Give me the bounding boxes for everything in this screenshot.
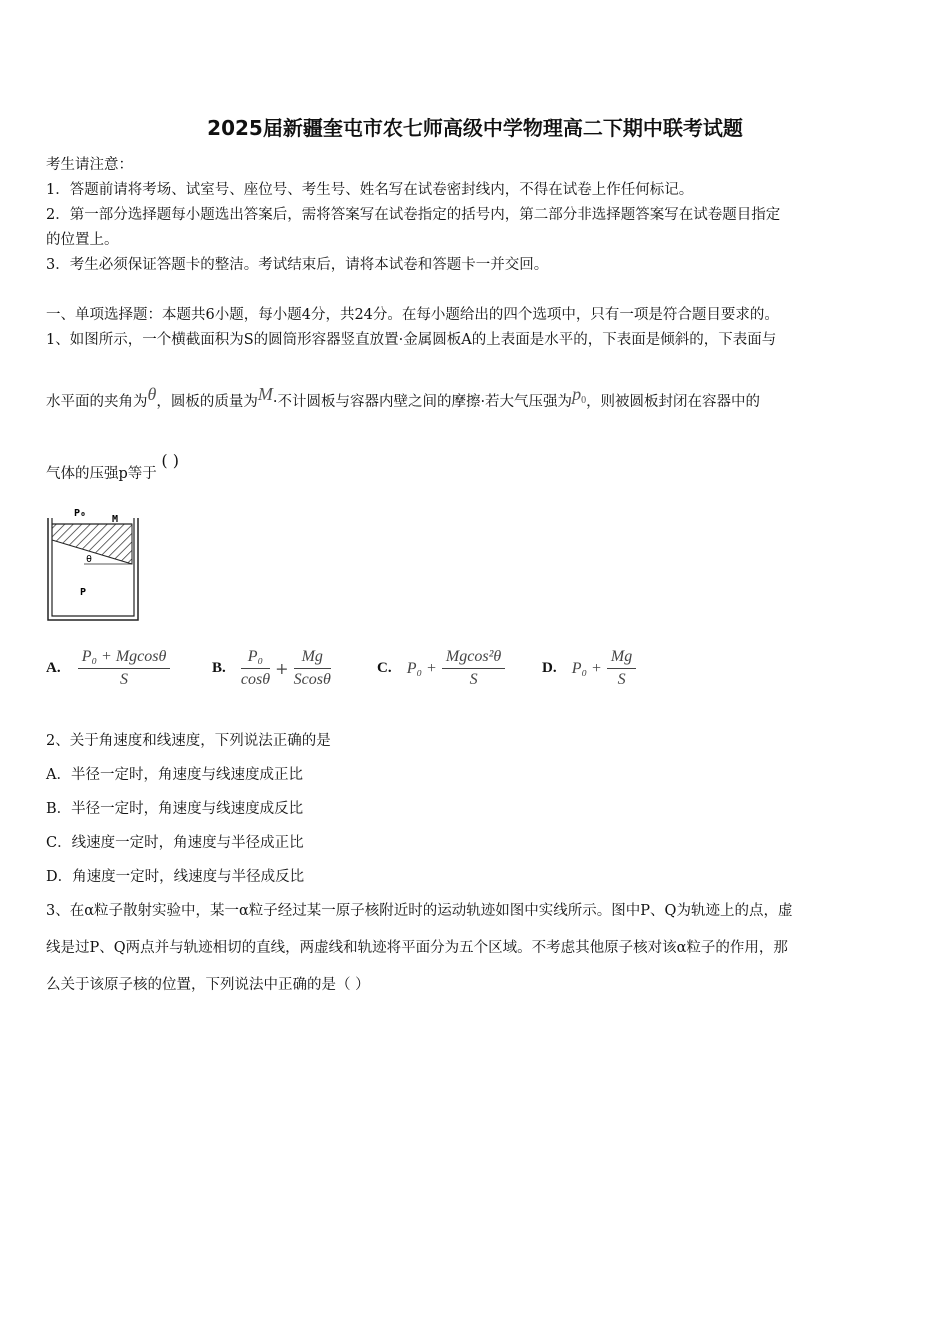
p0-subscript: 0 <box>581 395 587 406</box>
q3-line2: 线是过P、Q两点并与轨迹相切的直线，两虚线和轨迹将平面分为五个区域。不考虑其他原子核对该α粒子的作用，那 <box>46 940 788 956</box>
option-b-plus: + <box>275 659 289 678</box>
label-p0: P₀ <box>74 508 87 519</box>
q3-line3: 么关于该原子核的位置，下列说法中正确的是（ ） <box>46 977 370 993</box>
option-b-denominator-1: cosθ <box>240 671 271 688</box>
notice-item: 1．答题前请将考场、试室号、座位号、考生号、姓名写在试卷密封线内，不得在试卷上作任何标记。 <box>46 182 694 198</box>
option-c-numerator: Mgcos²θ <box>442 648 505 669</box>
q3-line1: 3、在α粒子散射实验中，某一α粒子经过某一原子核附近时的运动轨迹如图中实线所示。图中P、Q为轨迹上的点，虚 <box>46 903 793 919</box>
option-b-label: B. <box>212 660 226 676</box>
q1-line3 <box>46 451 179 483</box>
answer-paren: ( ) <box>161 451 179 470</box>
option-a-fraction <box>78 648 171 689</box>
q1-line2d: ，则被圆板封闭在容器中的 <box>586 394 761 410</box>
option-b-fraction-2 <box>294 648 331 689</box>
p0-letter: p <box>572 384 582 404</box>
option-d <box>542 648 636 689</box>
option-b-denominator-2: Scosθ <box>293 671 331 688</box>
q2-option-c: C．线速度一定时，角速度与半径成正比 <box>46 835 304 851</box>
q1-line2c: ·不计圆板与容器内壁之间的摩擦·若大气压强为 <box>272 394 573 410</box>
option-d-numerator: Mg <box>607 648 636 669</box>
option-b <box>212 648 331 689</box>
option-a-denominator: S <box>120 671 129 688</box>
option-b-numerator-2: Mg <box>294 648 331 669</box>
label-p: P <box>80 587 87 598</box>
option-b-numerator-1: P₀ <box>241 648 270 669</box>
q1-line2b: ，圆板的质量为 <box>156 394 258 410</box>
q2-stem: 2、关于角速度和线速度，下列说法正确的是 <box>46 733 331 749</box>
option-a <box>46 648 170 689</box>
option-b-fraction-1 <box>241 648 270 689</box>
option-c-label: C. <box>377 660 392 676</box>
option-c-prefix: P₀ + <box>406 659 437 677</box>
q2-option-b: B．半径一定时，角速度与线速度成反比 <box>46 801 304 817</box>
option-d-fraction <box>607 648 636 689</box>
label-theta: θ <box>86 554 93 565</box>
p0-symbol <box>572 384 586 404</box>
theta-symbol: θ <box>147 384 157 404</box>
option-c <box>377 648 505 689</box>
notice-item: 3．考生必须保证答题卡的整洁。考试结束后，请将本试卷和答题卡一并交回。 <box>46 257 549 273</box>
option-d-denominator: S <box>617 671 626 688</box>
mass-symbol: M <box>257 384 273 404</box>
option-d-prefix: P₀ + <box>571 659 602 677</box>
notice-heading: 考生请注意： <box>46 157 133 173</box>
option-c-denominator: S <box>469 671 478 688</box>
q1-line1: 1、如图所示，一个横截面积为S的圆筒形容器竖直放置·金属圆板A的上表面是水平的，下表面是倾斜的，下表面与 <box>46 332 777 348</box>
section-heading: 一、单项选择题：本题共6小题，每小题4分，共24分。在每小题给出的四个选项中，只有一项是符合题目要求的。 <box>46 307 779 323</box>
option-c-fraction <box>442 648 505 689</box>
notice-item: 的位置上。 <box>46 232 119 248</box>
option-d-label: D. <box>542 660 557 676</box>
cylinder-figure <box>44 502 144 624</box>
q2-option-a: A．半径一定时，角速度与线速度成正比 <box>46 767 303 783</box>
q1-line2a: 水平面的夹角为 <box>46 394 148 410</box>
option-a-label: A. <box>46 660 61 676</box>
label-M: M <box>112 514 119 525</box>
option-a-numerator: P₀ + Mgcosθ <box>78 648 171 669</box>
q1-line2 <box>46 384 760 411</box>
page-title: 2025届新疆奎屯市农七师高级中学物理高二下期中联考试题 <box>207 116 743 140</box>
q1-line3-text: 气体的压强p等于 <box>46 466 157 482</box>
notice-item: 2．第一部分选择题每小题选出答案后，需将答案写在试卷指定的括号内，第二部分非选择题答案写在试卷题目指定 <box>46 207 781 223</box>
q2-option-d: D．角速度一定时，线速度与半径成反比 <box>46 869 305 885</box>
